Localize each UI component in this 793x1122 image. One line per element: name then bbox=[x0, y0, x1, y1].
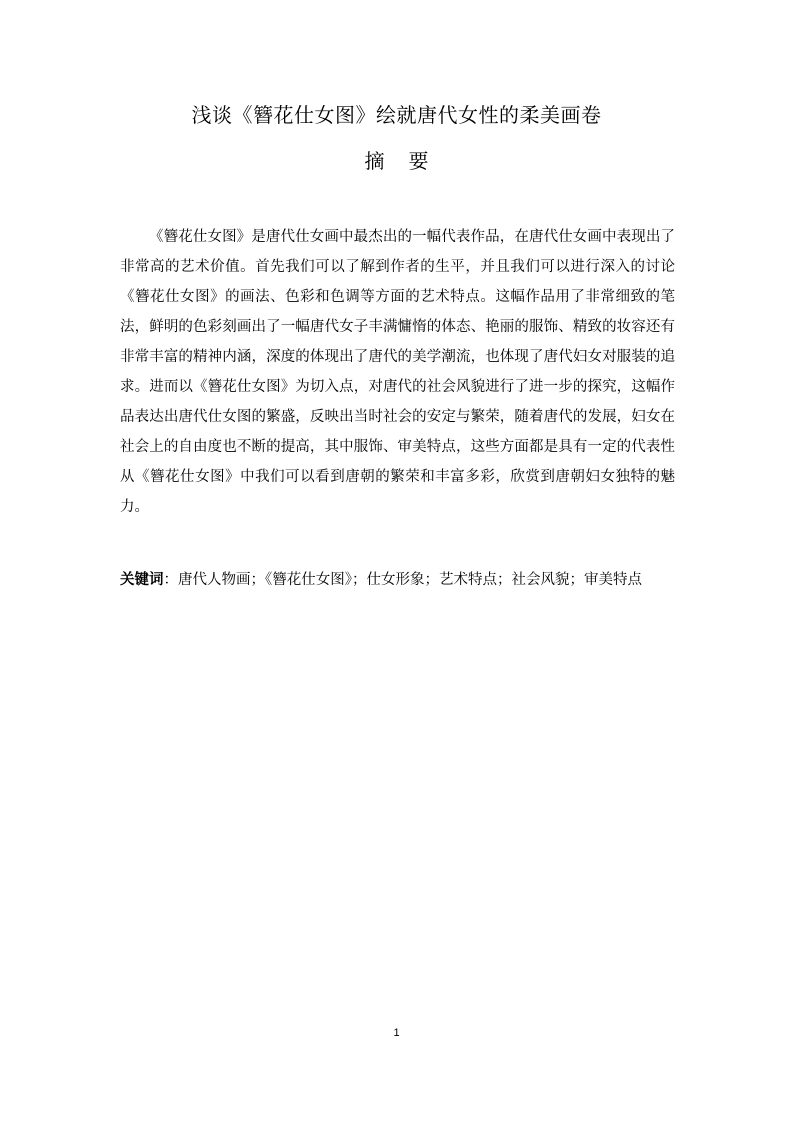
keywords-separator: ： bbox=[163, 572, 178, 588]
page-title: 浅谈《簪花仕女图》绘就唐代女性的柔美画卷 bbox=[191, 103, 602, 127]
abstract-heading: 摘要 bbox=[364, 149, 453, 173]
keywords-text: 唐代人物画；《簪花仕女图》；仕女形象；艺术特点；社会风貌；审美特点 bbox=[178, 572, 642, 588]
page-number: 1 bbox=[393, 1027, 400, 1039]
keywords-label: 关键词 bbox=[120, 572, 164, 588]
keywords-line bbox=[120, 565, 675, 595]
abstract-paragraph: 《簪花仕女图》是唐代仕女画中最杰出的一幅代表作品，在唐代仕女画中表现出了非常高的艺术价值。首先我们可以了解到作者的生平，并且我们可以进行深入的讨论《簪花仕女图》的画法、色彩和色调等方面的艺术特点。这幅作品用了非常细致的笔法，鲜明的色彩刻画出了一幅唐代女子丰满慵惰的体态、艳丽的服饰、精致的妆容还有非常丰富的精神内涵，深度的体现出了唐代的美学潮流，也体现了唐代妇女对服装的追求。进而以《簪花仕女图》为切入点，对唐代的社会风貌进行了进一步的探究，这幅作品表达出唐代仕女图的繁盛，反映出当时社会的安定与繁荣，随着唐代的发展，妇女在社会上的自由度也不断的提高，其中服饰、审美特点，这些方面都是具有一定的代表性从《簪花仕女图》中我们可以看到唐朝的繁荣和丰富多彩，欣赏到唐朝妇女独特的魅力。 bbox=[120, 229, 675, 515]
